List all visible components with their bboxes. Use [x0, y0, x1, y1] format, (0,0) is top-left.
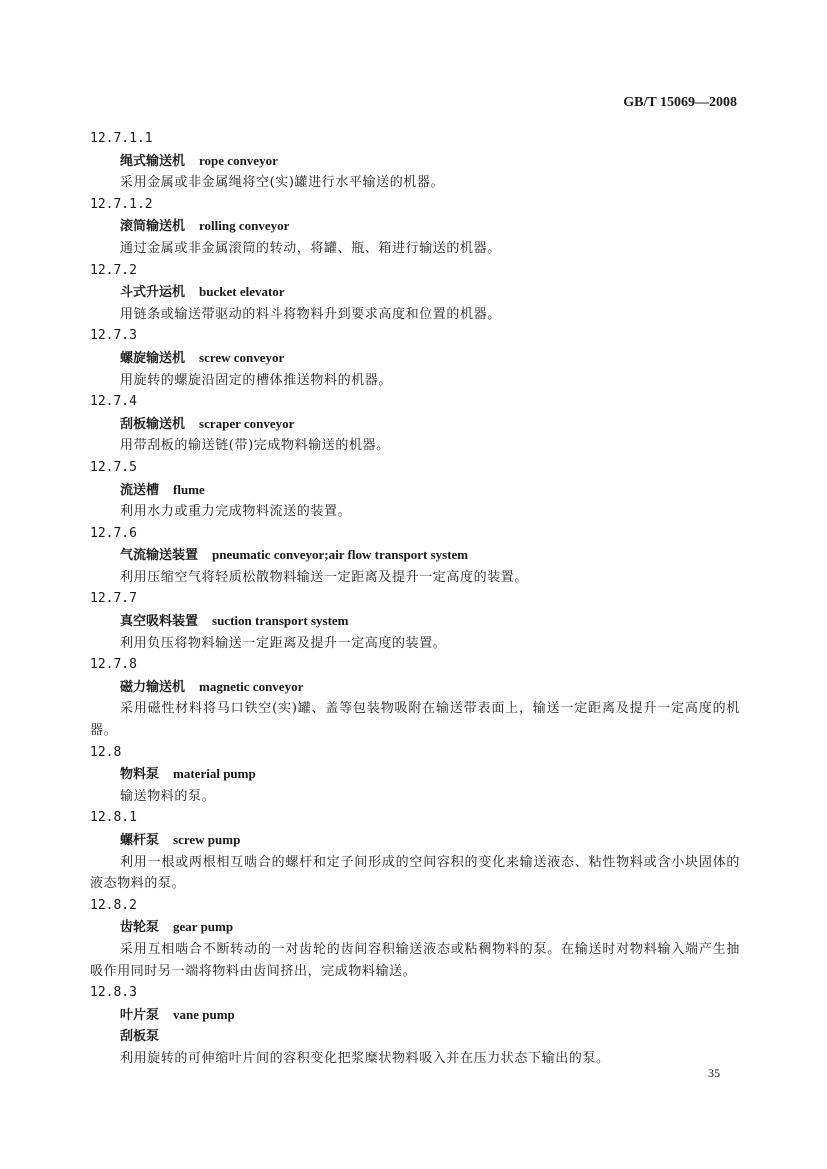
clause-number: 12.7.5	[90, 459, 137, 475]
clause-number: 12.7.3	[90, 328, 137, 344]
term-entry	[90, 325, 740, 391]
clause-number: 12.7.8	[90, 657, 137, 673]
clause-number: 12.7.7	[90, 591, 137, 607]
term-english: rolling conveyor	[199, 218, 290, 234]
term-heading	[90, 281, 740, 304]
clause-number: 12.7.4	[90, 394, 137, 410]
term-chinese: 叶片泵	[120, 1007, 160, 1023]
term-definition: 输送物料的泵。	[120, 788, 216, 804]
term-entry	[90, 391, 740, 457]
term-heading	[90, 413, 740, 436]
term-heading	[90, 916, 740, 939]
term-heading	[90, 347, 740, 370]
clause-number: 12.8.1	[90, 810, 137, 826]
term-entry	[90, 194, 740, 260]
term-english: gear pump	[173, 919, 234, 935]
term-chinese: 齿轮泵	[120, 920, 160, 936]
term-chinese: 滚筒输送机	[120, 219, 186, 235]
term-heading	[90, 544, 740, 567]
term-entry	[90, 982, 740, 1069]
term-entry	[90, 523, 740, 589]
term-definition: 采用磁性材料将马口铁空(实)罐、盖等包装物吸附在输送带表面上，输送一定距离及提升一定高度的机器。	[90, 701, 740, 739]
document-body	[90, 128, 740, 1070]
term-chinese: 螺杆泵	[120, 833, 160, 848]
term-chinese: 流送槽	[120, 482, 160, 498]
standard-number-header: GB/T 15069—2008	[623, 95, 737, 110]
term-definition: 利用负压将物料输送一定距离及提升一定高度的装置。	[120, 635, 447, 651]
term-definition: 利用水力或重力完成物料流送的装置。	[120, 504, 352, 520]
clause-number: 12.8	[90, 744, 122, 760]
term-english: vane pump	[173, 1006, 235, 1022]
term-english: flume	[173, 481, 205, 497]
term-definition: 用链条或输送带驱动的料斗将物料升到要求高度和位置的机器。	[120, 306, 501, 322]
term-entry	[90, 807, 740, 894]
clause-number: 12.7.2	[90, 262, 137, 278]
page-number: 35	[708, 1066, 720, 1080]
term-definition: 用带刮板的输送链(带)完成物料输送的机器。	[120, 438, 390, 454]
term-definition: 利用一根或两根相互啮合的螺杆和定子间形成的空间容积的变化来输送液态、粘性物料或含小块固体的液态物料的泵。	[90, 854, 740, 892]
term-chinese: 物料泵	[120, 767, 160, 783]
clause-number: 12.8.2	[90, 897, 137, 913]
term-heading	[90, 150, 740, 173]
term-definition: 通过金属或非金属滚筒的转动，将罐、瓶、箱进行输送的机器。	[120, 240, 501, 256]
term-definition: 利用压缩空气将轻质松散物料输送一定距离及提升一定高度的装置。	[120, 569, 529, 585]
term-chinese: 斗式升运机	[120, 285, 186, 301]
term-english: rope conveyor	[199, 152, 278, 168]
term-chinese: 刮板输送机	[120, 416, 186, 432]
term-heading	[90, 479, 740, 502]
term-heading	[90, 610, 740, 633]
clause-number: 12.7.6	[90, 525, 137, 541]
term-english: screw pump	[173, 832, 241, 847]
term-heading	[90, 829, 740, 852]
term-definition: 用旋转的螺旋沿固定的槽体推送物料的机器。	[120, 372, 393, 388]
term-chinese: 气流输送装置	[120, 548, 199, 564]
term-heading	[90, 676, 740, 699]
term-chinese: 真空吸料装置	[120, 614, 199, 630]
term-heading	[90, 1004, 740, 1027]
term-chinese: 绳式输送机	[120, 153, 186, 169]
term-synonym: 刮板泵	[120, 1029, 160, 1045]
term-entry	[90, 895, 740, 982]
term-entry	[90, 742, 740, 808]
term-heading	[90, 763, 740, 786]
clause-number: 12.7.1.1	[90, 131, 153, 146]
term-entry	[90, 457, 740, 523]
term-definition: 利用旋转的可伸缩叶片间的容积变化把浆糜状物料吸入并在压力状态下输出的泵。	[120, 1050, 610, 1066]
term-english: material pump	[173, 766, 256, 782]
term-entry	[90, 588, 740, 654]
term-heading	[90, 215, 740, 238]
term-entry	[90, 654, 740, 741]
term-entry	[90, 260, 740, 326]
term-english: suction transport system	[212, 613, 349, 629]
term-english: bucket elevator	[199, 284, 285, 300]
term-english: scraper conveyor	[199, 415, 295, 431]
term-english: magnetic conveyor	[199, 678, 304, 694]
term-chinese: 螺旋输送机	[120, 350, 186, 366]
term-entry	[90, 128, 740, 194]
term-english: pneumatic conveyor;air flow transport system	[212, 547, 469, 563]
term-definition: 采用互相啮合不断转动的一对齿轮的齿间容积输送液态或粘稠物料的泵。在输送时对物料输入端产生抽吸作用同时另一端将物料由齿间挤出，完成物料输送。	[90, 941, 740, 979]
term-chinese: 磁力输送机	[120, 679, 186, 695]
clause-number: 12.8.3	[90, 985, 137, 1001]
clause-number: 12.7.1.2	[90, 196, 153, 212]
term-definition: 采用金属或非金属绳将空(实)罐进行水平输送的机器。	[120, 175, 445, 191]
term-english: screw conveyor	[199, 349, 285, 365]
